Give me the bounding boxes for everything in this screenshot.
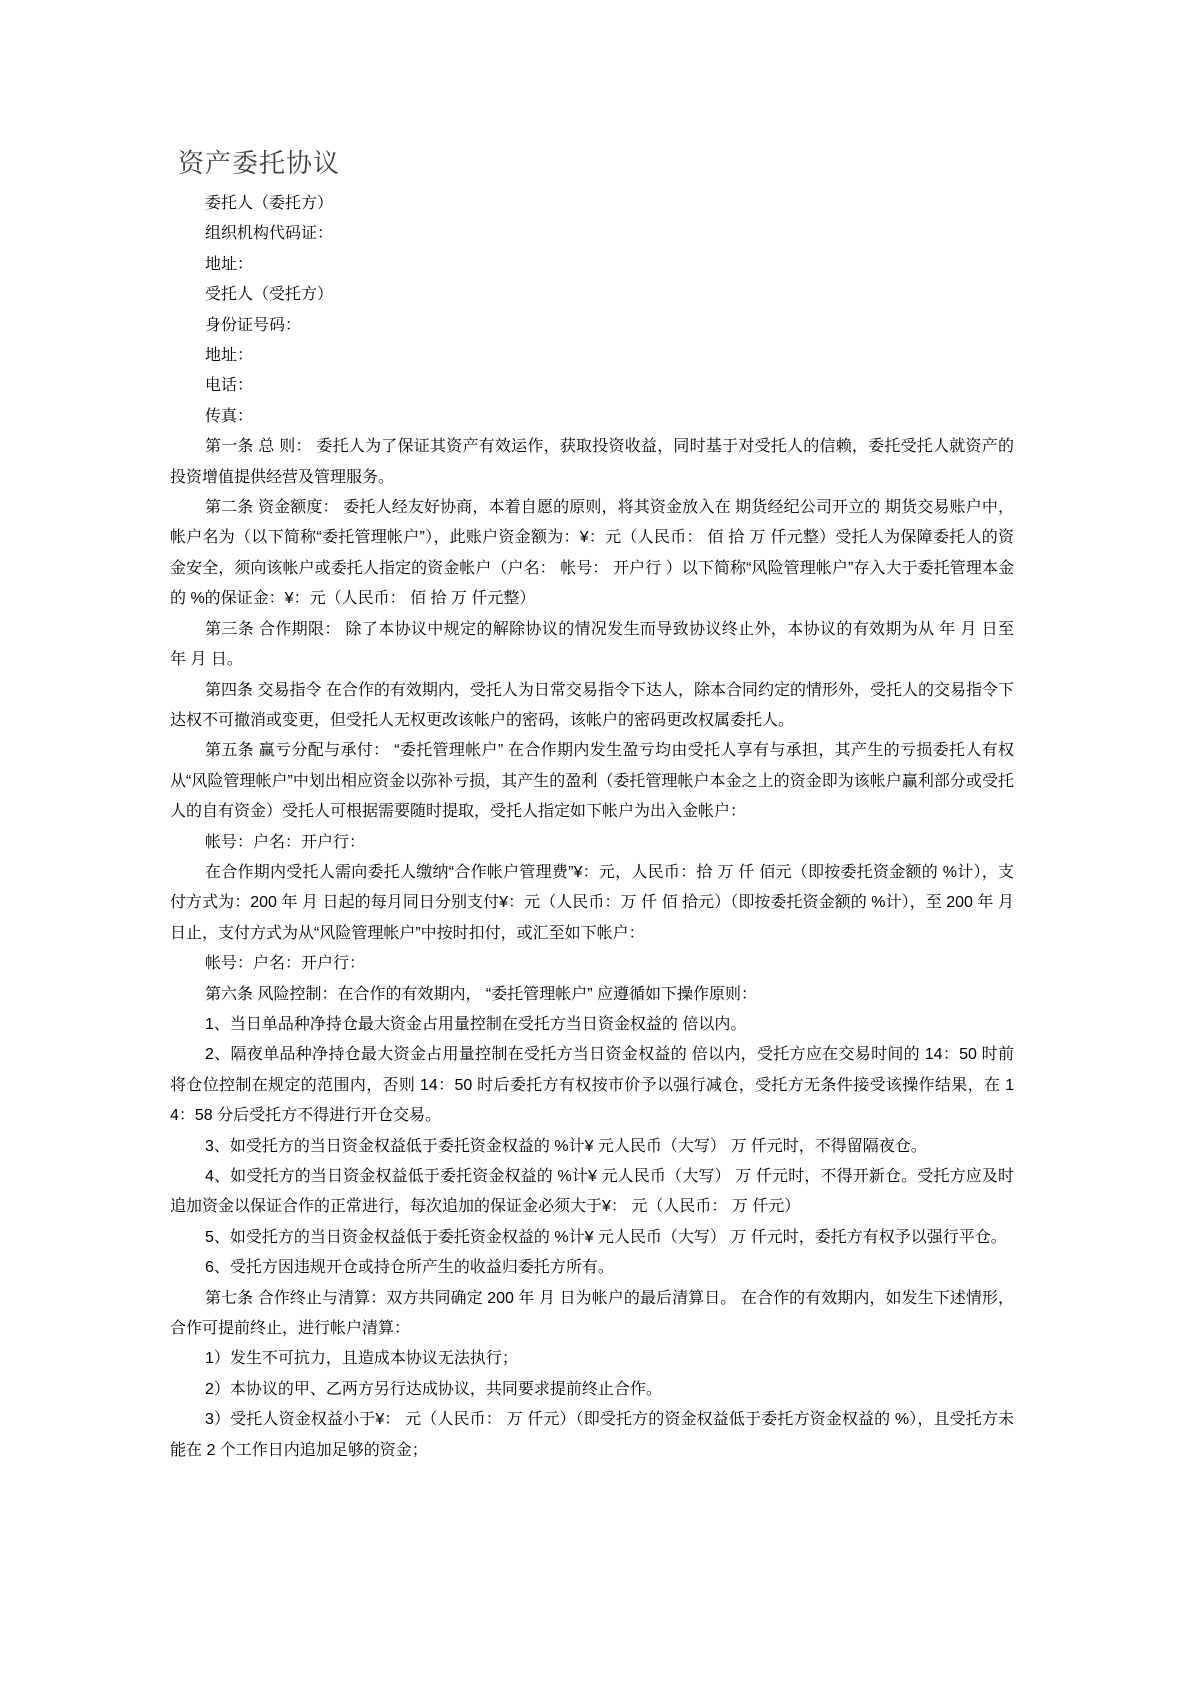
clause-paragraph: 第一条 总 则： 委托人为了保证其资产有效运作，获取投资收益，同时基于对受托人的信赖，委托受托人就资产的投资增值提供经营及管理服务。 (170, 438, 1014, 486)
party-info-line: 传真： (205, 407, 254, 425)
account-info-line: 帐号：户名：开户行： (205, 955, 366, 973)
clause-paragraph: 在合作期内受托人需向委托人缴纳“合作帐户管理费”¥：元，人民币：拾 万 仟 佰元（即按委托资金额的 %计），支付方式为：200 年 月 日起的每月同日分别支付¥：元（人民币：万 仟 佰 拾元）（即按委托资金额的 %计），至 200 年 月 日止，支付方式为从“风险管理帐户”中按时扣付，或汇至如下帐户： (170, 863, 1014, 942)
document-content (170, 147, 1014, 1466)
party-info-line: 地址： (205, 347, 254, 365)
account-info-line: 帐号：户名：开户行： (205, 833, 366, 851)
numbered-item: 4、如受托方的当日资金权益低于委托资金权益的 %计¥ 元人民币（大写） 万 仟元时，不得开新仓。受托方应及时追加资金以保证合作的正常进行，每次追加的保证金必须大于¥： 元（人民币： 万 仟元） (170, 1168, 1014, 1216)
clause-paragraph: 第六条 风险控制：在合作的有效期内， “委托管理帐户” 应遵循如下操作原则： (205, 985, 757, 1003)
party-info-line: 电话： (205, 377, 254, 395)
list-item: 3）受托人资金权益小于¥： 元（人民币： 万 仟元）（即受托方的资金权益低于委托方资金权益的 %），且受托方未能在 2 个工作日内追加足够的资金； (170, 1411, 1014, 1459)
clause-paragraph: 第三条 合作期限： 除了本协议中规定的解除协议的情况发生而导致协议终止外，本协议的有效期为从 年 月 日至 年 月 日。 (170, 620, 1014, 669)
numbered-item: 6、受托方因违规开仓或持仓所产生的收益归委托方所有。 (205, 1259, 614, 1277)
numbered-item: 3、如受托方的当日资金权益低于委托资金权益的 %计¥ 元人民币（大写） 万 仟元时，不得留隔夜仓。 (205, 1137, 927, 1155)
numbered-item: 1、当日单品种净持仓最大资金占用量控制在受托方当日资金权益的 倍以内。 (205, 1015, 747, 1033)
party-info-line: 受托人（受托方） (205, 286, 334, 304)
document-title: 资产委托协议 (178, 149, 341, 178)
numbered-item: 2、隔夜单品种净持仓最大资金占用量控制在受托方当日资金权益的 倍以内，受托方应在交易时间的 14：50 时前将仓位控制在规定的范围内，否则 14：50 时后委托方有权按市价予以强行减仓，受托方无条件接受该操作结果，在 14：58 分后受托方不得进行开仓交易。 (170, 1046, 1014, 1125)
party-info-line: 地址： (205, 255, 254, 273)
party-info-line: 身份证号码： (205, 316, 302, 334)
list-item: 1）发生不可抗力，且造成本协议无法执行； (205, 1350, 518, 1368)
party-info-line: 委托人（委托方） (205, 195, 334, 212)
clause-paragraph: 第七条 合作终止与清算：双方共同确定 200 年 月 日为帐户的最后清算日。 在合作的有效期内，如发生下述情形，合作可提前终止，进行帐户清算： (170, 1289, 1014, 1338)
clause-paragraph: 第五条 赢亏分配与承付： “委托管理帐户” 在合作期内发生盈亏均由受托人享有与承担，其产生的亏损委托人有权从“风险管理帐户”中划出相应资金以弥补亏损，其产生的盈利（委托管理帐户本金之上的资金即为该帐户赢利部分或受托人的自有资金）受托人可根据需要随时提取，受托人指定如下帐户为出入金帐户： (170, 742, 1014, 821)
list-item: 2）本协议的甲、乙两方另行达成协议，共同要求提前终止合作。 (205, 1380, 662, 1398)
document-body (170, 189, 1014, 1466)
party-info-line: 组织机构代码证： (205, 225, 334, 243)
clause-paragraph: 第四条 交易指令 在合作的有效期内，受托人为日常交易指令下达人，除本合同约定的情形外，受托人的交易指令下达权不可撤消或变更，但受托人无权更改该帐户的密码，该帐户的密码更改权属委托人。 (170, 681, 1014, 729)
numbered-item: 5、如受托方的当日资金权益低于委托资金权益的 %计¥ 元人民币（大写） 万 仟元时，委托方有权予以强行平仓。 (205, 1228, 1007, 1246)
clause-paragraph: 第二条 资金额度： 委托人经友好协商，本着自愿的原则，将其资金放入在 期货经纪公司开立的 期货交易账户中，帐户名为（以下简称“委托管理帐户”），此账户资金额为：¥：元（人民币： 佰 拾 万 仟元整）受托人为保障委托人的资金安全，须向该帐户或委托人指定的资金帐户（户名： 帐号： 开户行 ）以下简称“风险管理帐户”存入大于委托管理本金的 %的保证金：¥：元（人民币： 佰 拾 万 仟元整） (170, 499, 1014, 608)
